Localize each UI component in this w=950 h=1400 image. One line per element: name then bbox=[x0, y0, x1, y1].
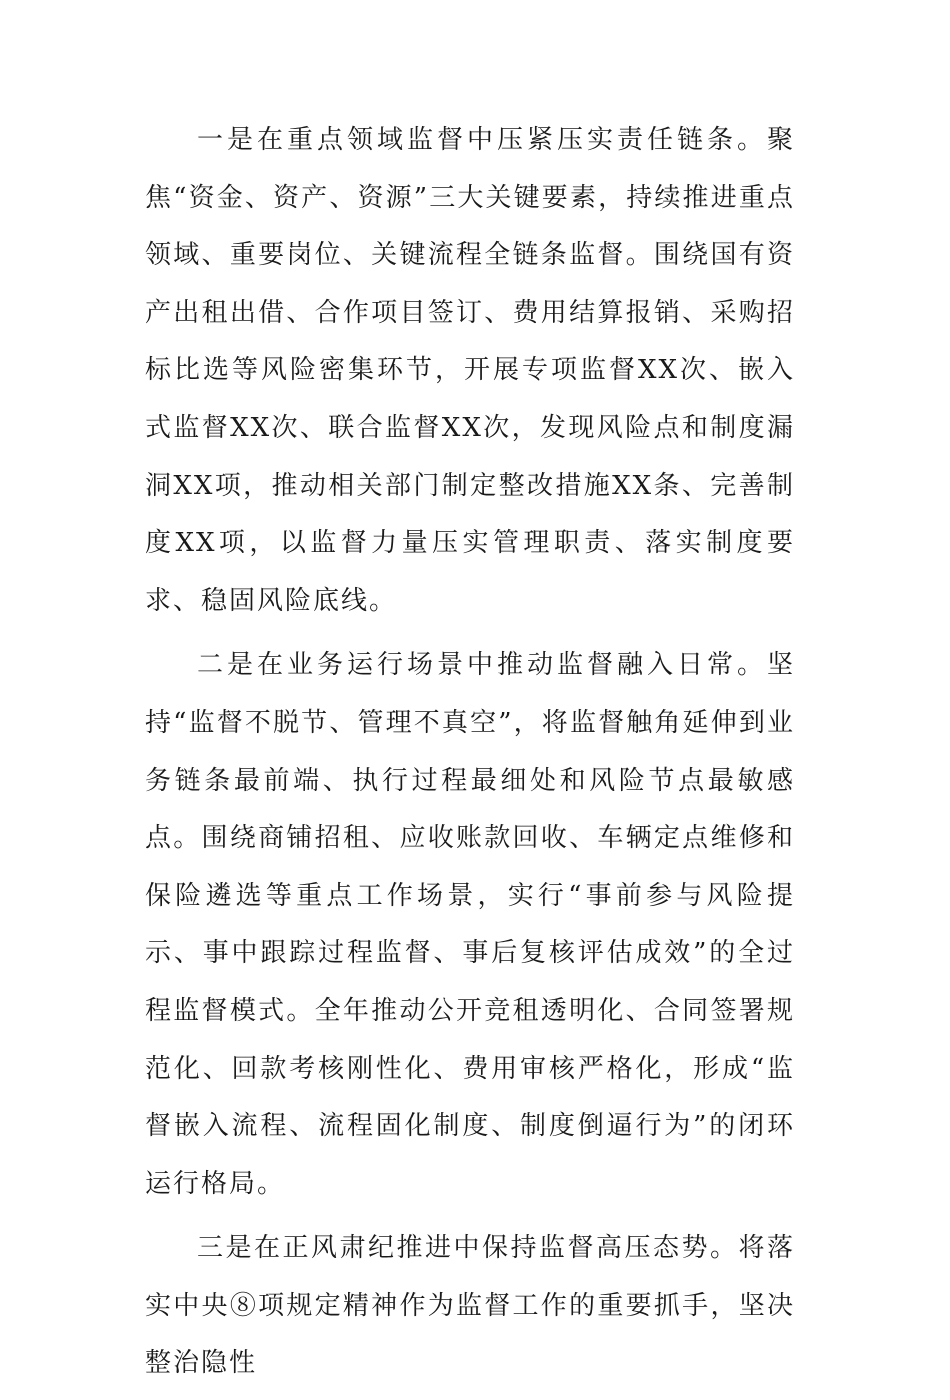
paragraph-1: 一是在重点领域监督中压紧压实责任链条。聚焦“资金、资产、资源”三大关键要素，持续推进重点领域、重要岗位、关键流程全链条监督。围绕国有资产出租出借、合作项目签订、费用结算报销、采购招标比选等风险密集环节，开展专项监督XX次、嵌入式监督XX次、联合监督XX次，发现风险点和制度漏洞XX项，推动相关部门制定整改措施XX条、完善制度XX项，以监督力量压实管理职责、落实制度要求、稳固风险底线。 bbox=[145, 125, 795, 616]
document-body bbox=[145, 112, 795, 1400]
paragraph-3: 三是在正风肃纪推进中保持监督高压态势。将落实中央⑧项规定精神作为监督工作的重要抓手，坚决整治隐性 bbox=[145, 1233, 795, 1379]
paragraph-2: 二是在业务运行场景中推动监督融入日常。坚持“监督不脱节、管理不真空”，将监督触角延伸到业务链条最前端、执行过程最细处和风险节点最敏感点。围绕商铺招租、应收账款回收、车辆定点维修和保险遴选等重点工作场景，实行“事前参与风险提示、事中跟踪过程监督、事后复核评估成效”的全过程监督模式。全年推动公开竞租透明化、合同签署规范化、回款考核刚性化、费用审核严格化，形成“监督嵌入流程、流程固化制度、制度倒逼行为”的闭环运行格局。 bbox=[145, 650, 795, 1199]
